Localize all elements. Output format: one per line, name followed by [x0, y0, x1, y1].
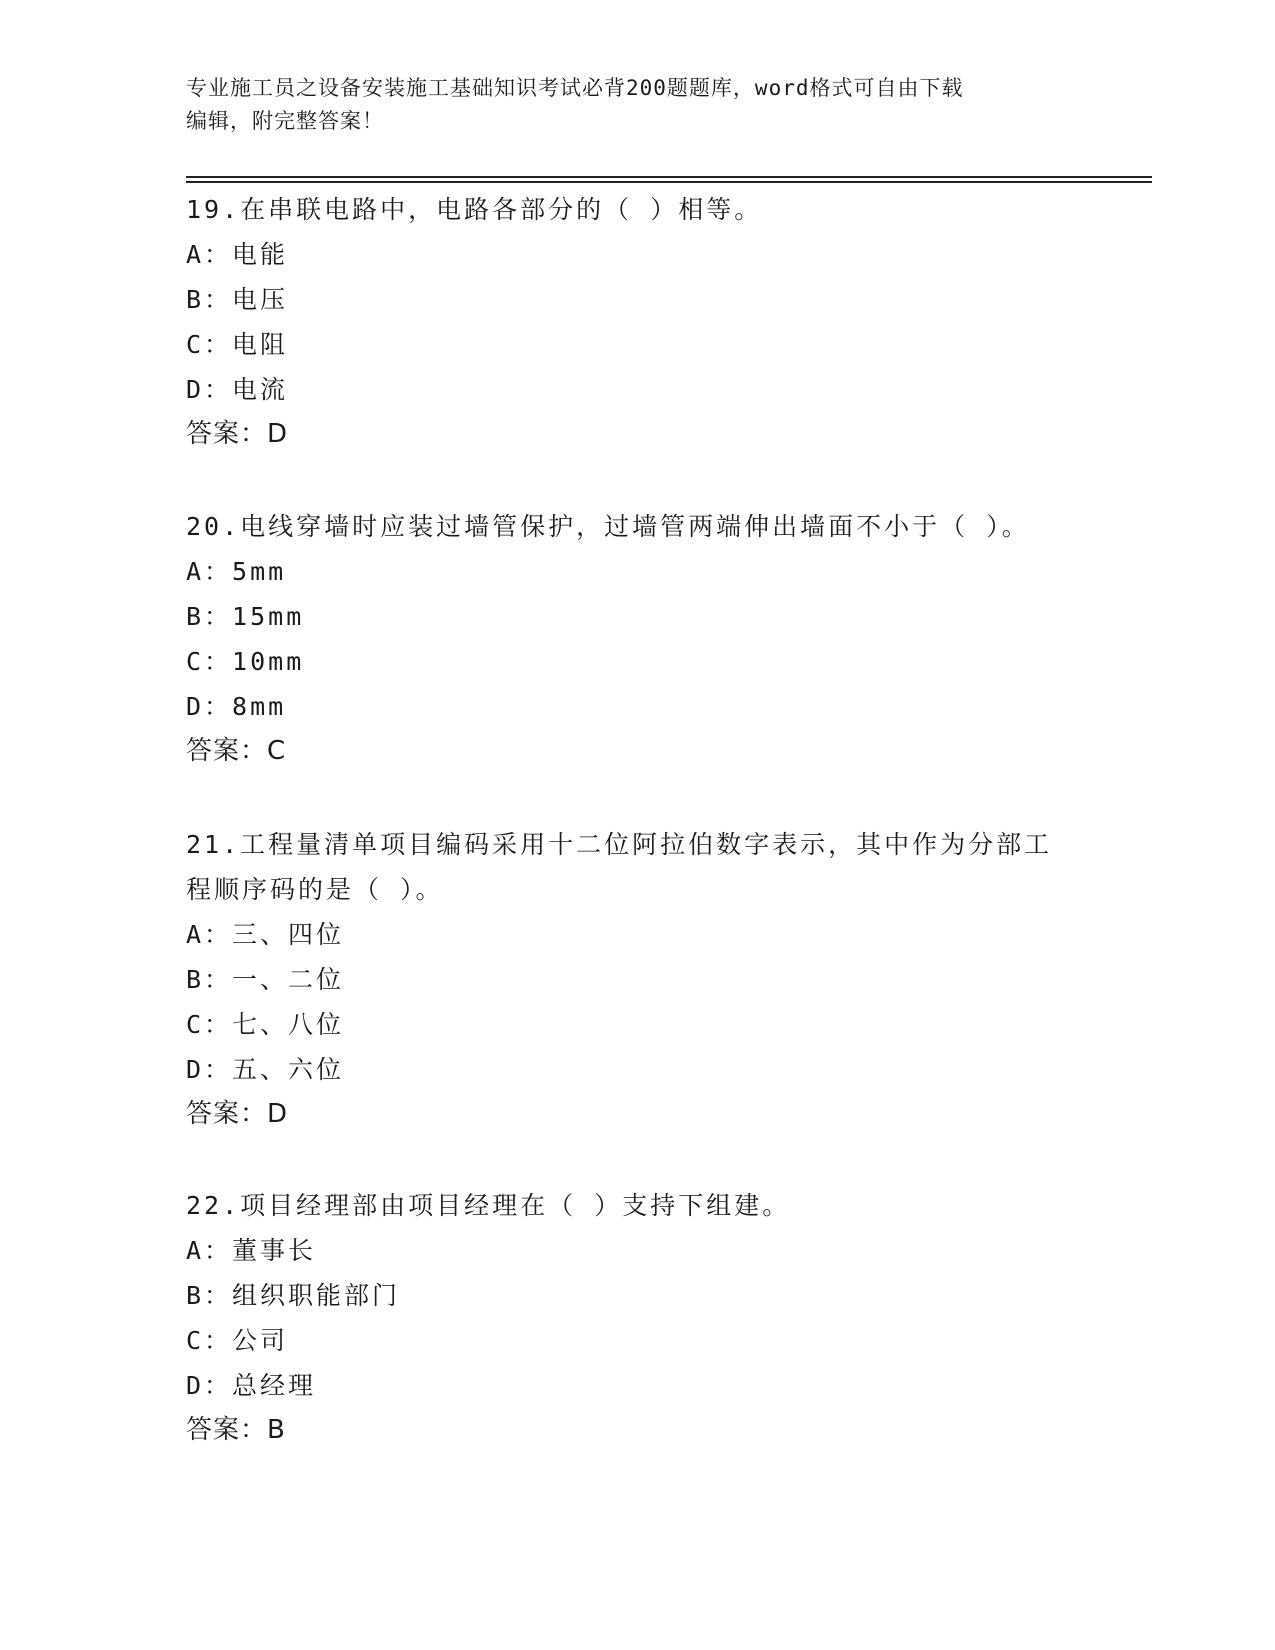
option-d: D：8mm	[186, 692, 287, 721]
question-stem: 19.在串联电路中，电路各部分的（ ）相等。	[186, 195, 763, 224]
document-header	[186, 72, 1086, 138]
question-22	[186, 1183, 1086, 1453]
option-c: C：电阻	[186, 330, 289, 359]
header-divider-bottom	[186, 181, 1152, 183]
answer-label: 答案：D	[186, 1099, 289, 1129]
question-stem: 20.电线穿墙时应装过墙管保护，过墙管两端伸出墙面不小于（ ）。	[186, 512, 1030, 541]
question-stem: 22.项目经理部由项目经理在（ ）支持下组建。	[186, 1191, 791, 1220]
option-c: C：七、八位	[186, 1010, 345, 1039]
answer-label: 答案：B	[186, 1415, 286, 1445]
option-d: D：五、六位	[186, 1055, 345, 1084]
option-b: B：电压	[186, 285, 289, 314]
header-line-2: 编辑，附完整答案！	[186, 109, 384, 133]
option-d: D：电流	[186, 375, 289, 404]
option-d: D：总经理	[186, 1371, 317, 1400]
question-20	[186, 504, 1086, 774]
option-b: B：组织职能部门	[186, 1281, 401, 1310]
question-19	[186, 187, 1086, 457]
answer-label: 答案：C	[186, 736, 287, 766]
option-c: C：公司	[186, 1326, 289, 1355]
answer-label: 答案：D	[186, 419, 289, 449]
option-b: B：15mm	[186, 602, 305, 631]
header-line-1: 专业施工员之设备安装施工基础知识考试必背200题题库，word格式可自由下载	[186, 76, 964, 100]
header-divider-top	[186, 176, 1152, 178]
option-a: A：三、四位	[186, 920, 345, 949]
question-stem: 21.工程量清单项目编码采用十二位阿拉伯数字表示，其中作为分部工程顺序码的是（ ）。	[186, 830, 1053, 904]
option-a: A：5mm	[186, 557, 287, 586]
option-b: B：一、二位	[186, 965, 345, 994]
option-a: A：电能	[186, 240, 289, 269]
option-c: C：10mm	[186, 647, 305, 676]
question-21	[186, 822, 1066, 1137]
option-a: A：董事长	[186, 1236, 317, 1265]
